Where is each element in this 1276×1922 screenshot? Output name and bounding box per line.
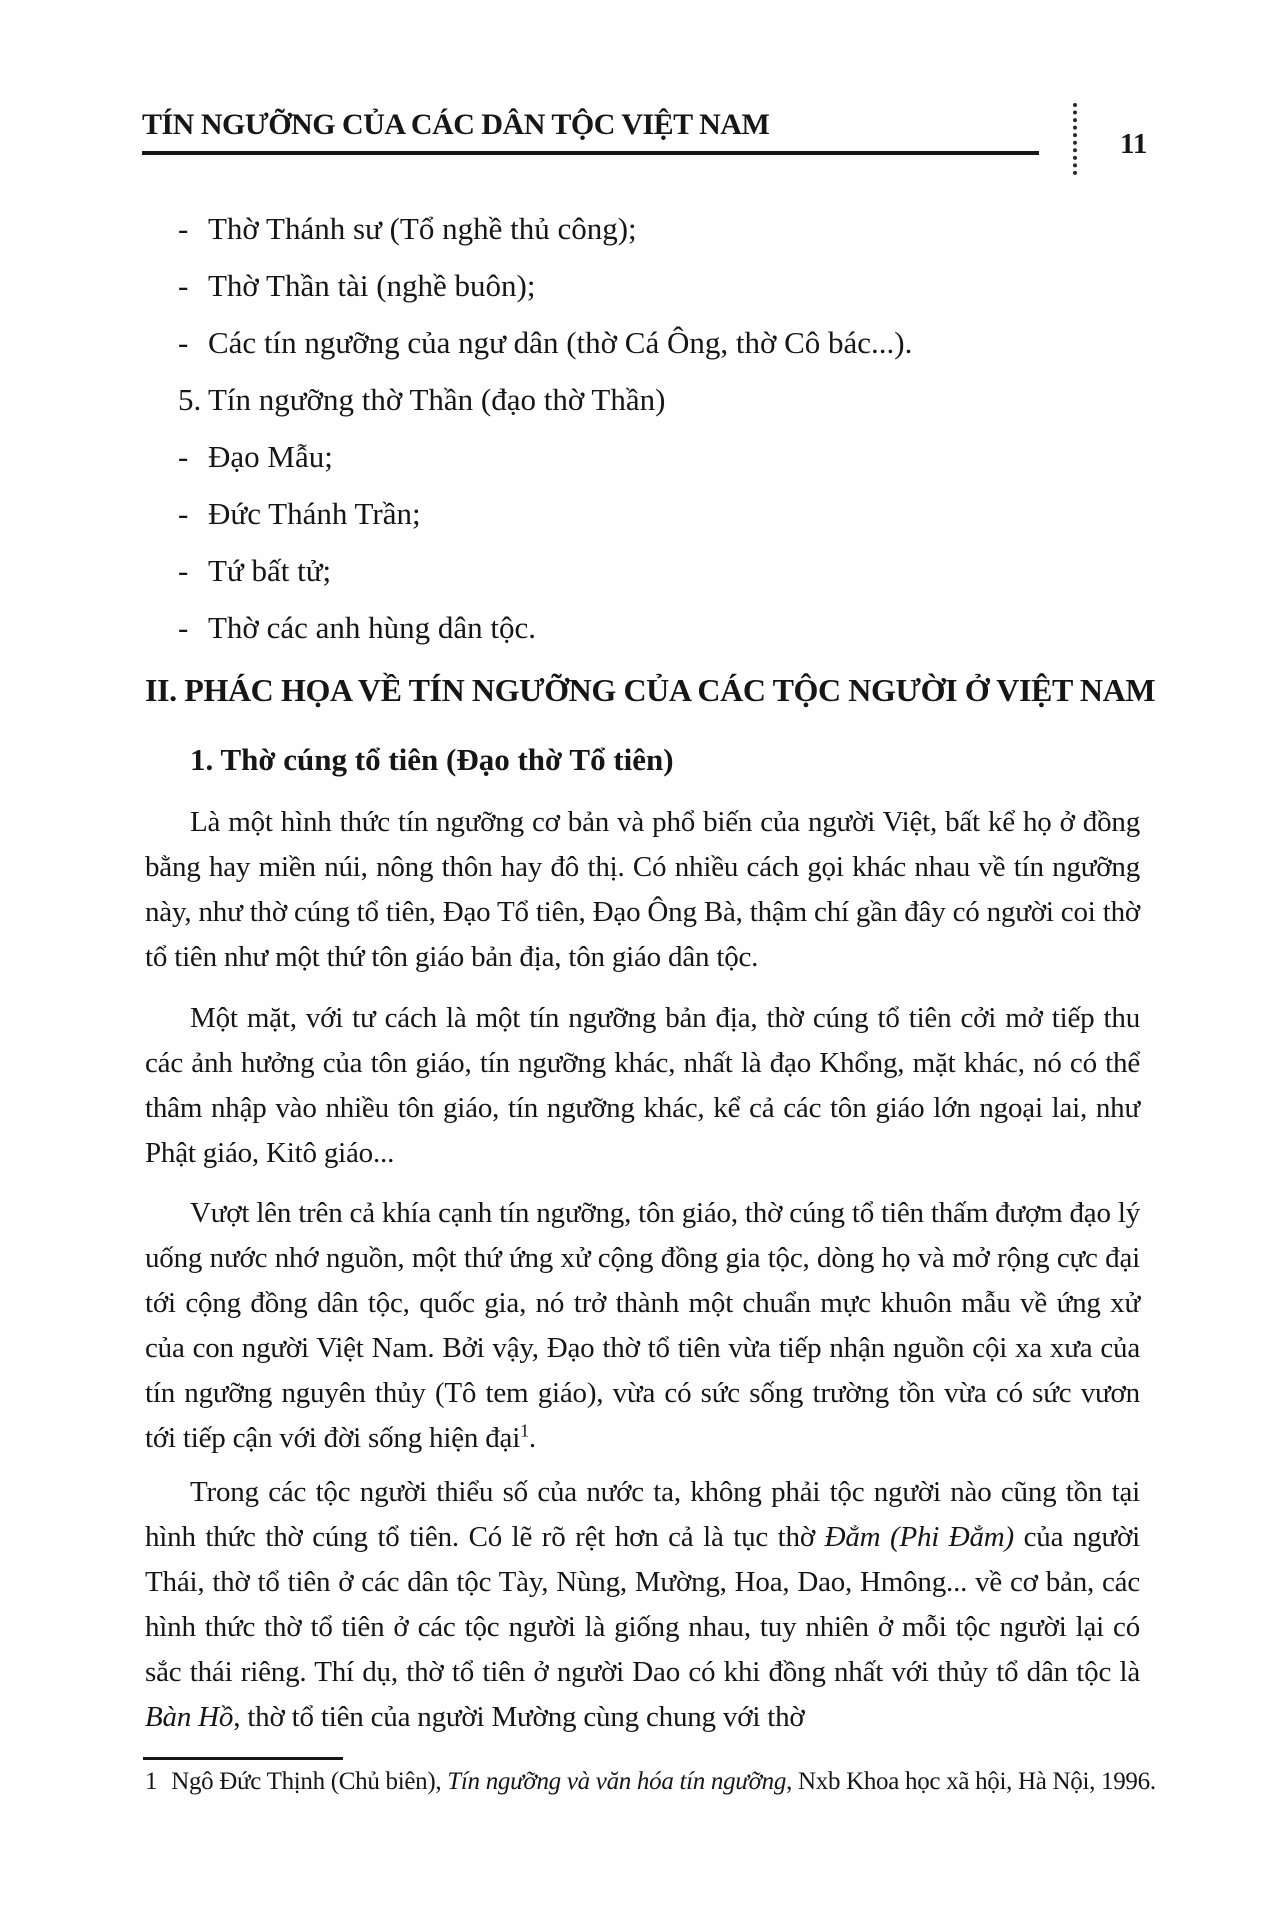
list-item bbox=[145, 200, 1140, 257]
running-head-title: TÍN NGƯỠNG CỦA CÁC DÂN TỘC VIỆT NAM bbox=[142, 108, 770, 141]
footnote-separator-rule bbox=[143, 1757, 343, 1760]
list-item-text: Thờ Thần tài (nghề buôn); bbox=[208, 268, 536, 303]
list-item-text: Các tín ngưỡng của ngư dân (thờ Cá Ông, thờ Cô bác...). bbox=[208, 325, 913, 360]
list-item-marker: - bbox=[178, 268, 189, 303]
footnote-author: Ngô Đức Thịnh (Chủ biên), bbox=[171, 1768, 448, 1795]
paragraph-4-seg1: Trong các tộc người thiểu số của nước ta, không phải tộc người nào cũng tồn tại hình thức thờ cúng tổ tiên. Có lẽ rõ rệt hơn cả là tục thờ bbox=[145, 1476, 1140, 1553]
list-item-text: Đức Thánh Trần; bbox=[208, 496, 421, 531]
paragraph-3-tail: . bbox=[528, 1422, 536, 1454]
list-item-marker: 5. bbox=[178, 382, 202, 417]
paragraph-2: Một mặt, với tư cách là một tín ngưỡng bản địa, thờ cúng tổ tiên cởi mở tiếp thu các ảnh hưởng của tôn giáo, tín ngưỡng khác, nhất là đạo Khổng, mặt khác, nó có thể thâm nhập vào nhiều tôn giáo, tín ngưỡng khác, kể cả các tôn giáo lớn ngoại lai, như Phật giáo, Kitô giáo... bbox=[145, 1002, 1140, 1169]
belief-list bbox=[145, 200, 1140, 656]
list-item bbox=[145, 428, 1140, 485]
header-dotted-divider bbox=[1073, 103, 1077, 175]
footnote-reference: 1 bbox=[520, 1420, 529, 1441]
list-item-marker: - bbox=[178, 439, 189, 474]
running-head-rule bbox=[142, 151, 1039, 155]
list-item-marker: - bbox=[178, 610, 189, 645]
list-item-text: Thờ các anh hùng dân tộc. bbox=[208, 610, 536, 645]
list-item bbox=[145, 314, 1140, 371]
list-item bbox=[145, 485, 1140, 542]
list-item bbox=[145, 599, 1140, 656]
list-item-marker: - bbox=[178, 553, 189, 588]
paragraph-3 bbox=[145, 1191, 1140, 1461]
list-item-marker: - bbox=[178, 211, 189, 246]
footnote-marker: 1 bbox=[145, 1768, 158, 1795]
page-number: 11 bbox=[1120, 128, 1148, 160]
list-item-text: Đạo Mẫu; bbox=[208, 439, 333, 474]
paragraph-1: Là một hình thức tín ngưỡng cơ bản và phổ biến của người Việt, bất kể họ ở đồng bằng hay miền núi, nông thôn hay đô thị. Có nhiều cách gọi khác nhau về tín ngưỡng này, như thờ cúng tổ tiên, Đạo Tổ tiên, Đạo Ông Bà, thậm chí gần đây có người coi thờ tổ tiên như một thứ tôn giáo bản địa, tôn giáo dân tộc. bbox=[145, 806, 1140, 973]
list-item-marker: - bbox=[178, 496, 189, 531]
section-heading: II. PHÁC HỌA VỀ TÍN NGƯỠNG CỦA CÁC TỘC NGƯỜI Ở VIỆT NAM bbox=[145, 672, 1156, 708]
list-item bbox=[145, 371, 1140, 428]
footnote-publisher: , Nxb Khoa học xã hội, Hà Nội, 1996. bbox=[786, 1768, 1156, 1795]
list-item-text: Tứ bất tử; bbox=[208, 553, 332, 588]
footnote-title-italic: Tín ngưỡng và văn hóa tín ngưỡng bbox=[447, 1768, 787, 1795]
list-item bbox=[145, 542, 1140, 599]
paragraph-4 bbox=[145, 1470, 1140, 1740]
list-item-marker: - bbox=[178, 325, 189, 360]
paragraph-4-italic-term-1: Đẳm (Phi Đẳm) bbox=[824, 1521, 1014, 1553]
subsection-heading: 1. Thờ cúng tổ tiên (Đạo thờ Tổ tiên) bbox=[190, 742, 674, 777]
list-item-text: Tín ngưỡng thờ Thần (đạo thờ Thần) bbox=[208, 382, 666, 417]
list-item bbox=[145, 257, 1140, 314]
paragraph-4-seg3: , thờ tổ tiên của người Mường cùng chung với thờ bbox=[233, 1701, 805, 1733]
paragraph-3-text: Vượt lên trên cả khía cạnh tín ngưỡng, tôn giáo, thờ cúng tổ tiên thấm đượm đạo lý uống nước nhớ nguồn, một thứ ứng xử cộng đồng gia tộc, dòng họ và mở rộng cực đại tới cộng đồng dân tộc, quốc gia, nó trở thành một chuẩn mực khuôn mẫu về ứng xử của con người Việt Nam. Bởi vậy, Đạo thờ tổ tiên vừa tiếp nhận nguồn cội xa xưa của tín ngưỡng nguyên thủy (Tô tem giáo), vừa có sức sống trường tồn vừa có sức vươn tới tiếp cận với đời sống hiện đại bbox=[145, 1197, 1140, 1454]
paragraph-4-italic-term-2: Bàn Hồ bbox=[145, 1701, 234, 1733]
paragraph-4-seg2: của người Thái, thờ tổ tiên ở các dân tộc Tày, Nùng, Mường, Hoa, Dao, Hmông... về cơ bản, các hình thức thờ tổ tiên ở các tộc người là giống nhau, tuy nhiên ở mỗi tộc người lại có sắc thái riêng. Thí dụ, thờ tổ tiên ở người Dao có khi đồng nhất với thủy tổ dân tộc là bbox=[145, 1521, 1140, 1688]
footnote bbox=[145, 1768, 1245, 1796]
list-item-text: Thờ Thánh sư (Tổ nghề thủ công); bbox=[208, 211, 637, 246]
